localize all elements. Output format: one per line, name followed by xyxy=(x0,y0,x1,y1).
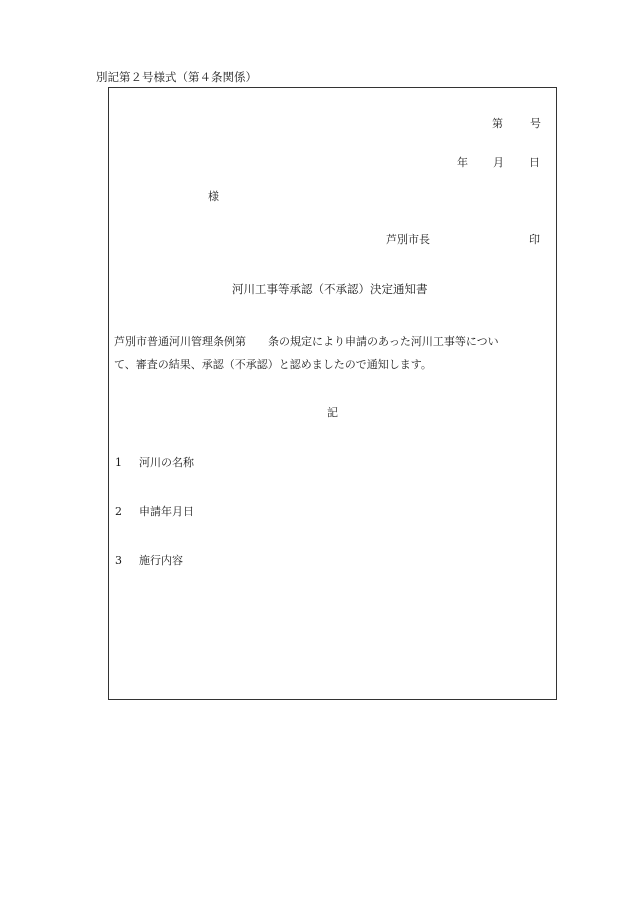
item-number: 2 xyxy=(115,505,122,518)
number-go-label: 号 xyxy=(530,117,541,130)
date-year-label: 年 xyxy=(457,156,468,169)
list-item xyxy=(115,454,194,470)
number-dai-label: 第 xyxy=(492,117,503,130)
item-number: 3 xyxy=(115,554,122,567)
form-label: 別記第２号様式（第４条関係） xyxy=(96,70,257,84)
recipient-suffix: 様 xyxy=(208,190,219,203)
date-day-label: 日 xyxy=(529,156,540,169)
item-number: 1 xyxy=(115,456,122,469)
ki-heading: 記 xyxy=(327,406,338,419)
body-line-1: 芦別市普通河川管理条例第 条の規定により申請のあった河川工事等につい xyxy=(114,335,499,348)
document-title: 河川工事等承認（不承認）決定通知書 xyxy=(232,282,428,296)
list-item xyxy=(115,552,183,568)
item-label: 施行内容 xyxy=(139,554,183,567)
date-month-label: 月 xyxy=(493,156,504,169)
seal-mark: 印 xyxy=(529,233,540,246)
list-item xyxy=(115,503,194,519)
document-frame xyxy=(108,87,557,700)
body-paragraph xyxy=(114,330,554,376)
body-line-2: て、審査の結果、承認（不承認）と認めましたので通知します。 xyxy=(114,358,432,371)
item-label: 河川の名称 xyxy=(139,456,194,469)
item-label: 申請年月日 xyxy=(139,505,194,518)
issuer-name: 芦別市長 xyxy=(386,233,430,246)
